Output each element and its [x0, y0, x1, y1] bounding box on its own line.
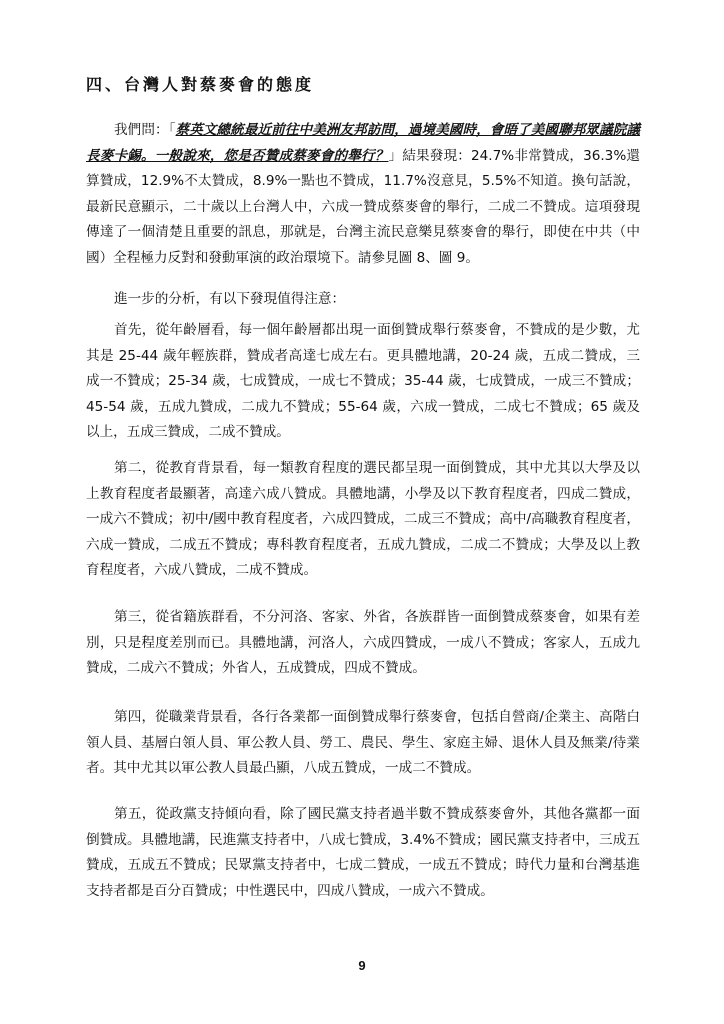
paragraph-intro-analysis: 進一步的分析，有以下發現值得注意：	[114, 291, 346, 307]
paragraph-occupation: 第四，從職業背景看，各行各業都一面倒贊成舉行蔡麥會，包括自營商/企業主、高階白領人員、基層白領人員、軍公教人員、勞工、農民、學生、家庭主婦、退休人員及無業/待業者。其中尤其以軍公教人員最凸顯，八成五贊成，一成二不贊成。	[86, 709, 640, 776]
paragraph-age: 首先，從年齡層看，每一個年齡層都出現一面倒贊成舉行蔡麥會，不贊成的是少數，尤其是 25-44 歲年輕族群，贊成者高達七成左右。更具體地講，20-24 歲，五成二贊成，三成一不贊成；25-34 歲，七成贊成，一成七不贊成；35-44 歲，七成贊成，一成三不贊成；45-54 歲，五成九贊成，二成九不贊成；55-64 歲，六成一贊成，二成七不贊成；65 歲及以上，五成三贊成，二成不贊成。	[86, 322, 640, 440]
section-heading: 四、台灣人對蔡麥會的態度	[86, 75, 315, 94]
paragraph-lead: 我們問：「	[114, 122, 176, 138]
survey-question-text: 蔡英文總統最近前往中美洲友邦訪問，過境美國時，會晤了美國聯邦眾議院議長麥卡錫。一般說來，您是否贊成蔡麥會的舉行？	[86, 122, 641, 164]
paragraph-results: 」結果發現：24.7%非常贊成，36.3%還算贊成，12.9%不太贊成，8.9%一點也不贊成，11.7%沒意見，5.5%不知道。換句話說，最新民意顯示，二十歲以上台灣人中，六成一贊成蔡麥會的舉行，二成二不贊成。這項發現傳達了一個清楚且重要的訊息，那就是，台灣主流民意樂見蔡麥會的舉行，即使在中共（中國）全程極力反對和發動軍演的政治環境下。請參見圖 8、圖 9。	[86, 147, 640, 266]
page-number: 9	[358, 958, 366, 973]
paragraph-education: 第二，從教育背景看，每一類教育程度的選民都呈現一面倒贊成，其中尤其以大學及以上教育程度者最顯著，高達六成八贊成。具體地講，小學及以下教育程度者，四成二贊成，一成六不贊成；初中/國中教育程度者，六成四贊成，二成三不贊成；高中/高職教育程度者，六成一贊成，二成五不贊成；專科教育程度者，五成九贊成，二成二不贊成；大學及以上教育程度者，六成八贊成，二成不贊成。	[86, 460, 640, 578]
paragraph-survey-question	[86, 118, 640, 271]
paragraph-party: 第五，從政黨支持傾向看，除了國民黨支持者過半數不贊成蔡麥會外，其他各黨都一面倒贊成。具體地講，民進黨支持者中，八成七贊成，3.4%不贊成；國民黨支持者中，三成五贊成，五成五不贊成；民眾黨支持者中，七成二贊成，一成五不贊成；時代力量和台灣基進支持者都是百分百贊成；中性選民中，四成八贊成，一成六不贊成。	[86, 806, 640, 899]
paragraph-ethnicity: 第三，從省籍族群看，不分河洛、客家、外省，各族群皆一面倒贊成蔡麥會，如果有差別，只是程度差別而已。具體地講，河洛人，六成四贊成，一成八不贊成；客家人，五成九贊成，二成六不贊成；外省人，五成贊成，四成不贊成。	[86, 609, 640, 676]
